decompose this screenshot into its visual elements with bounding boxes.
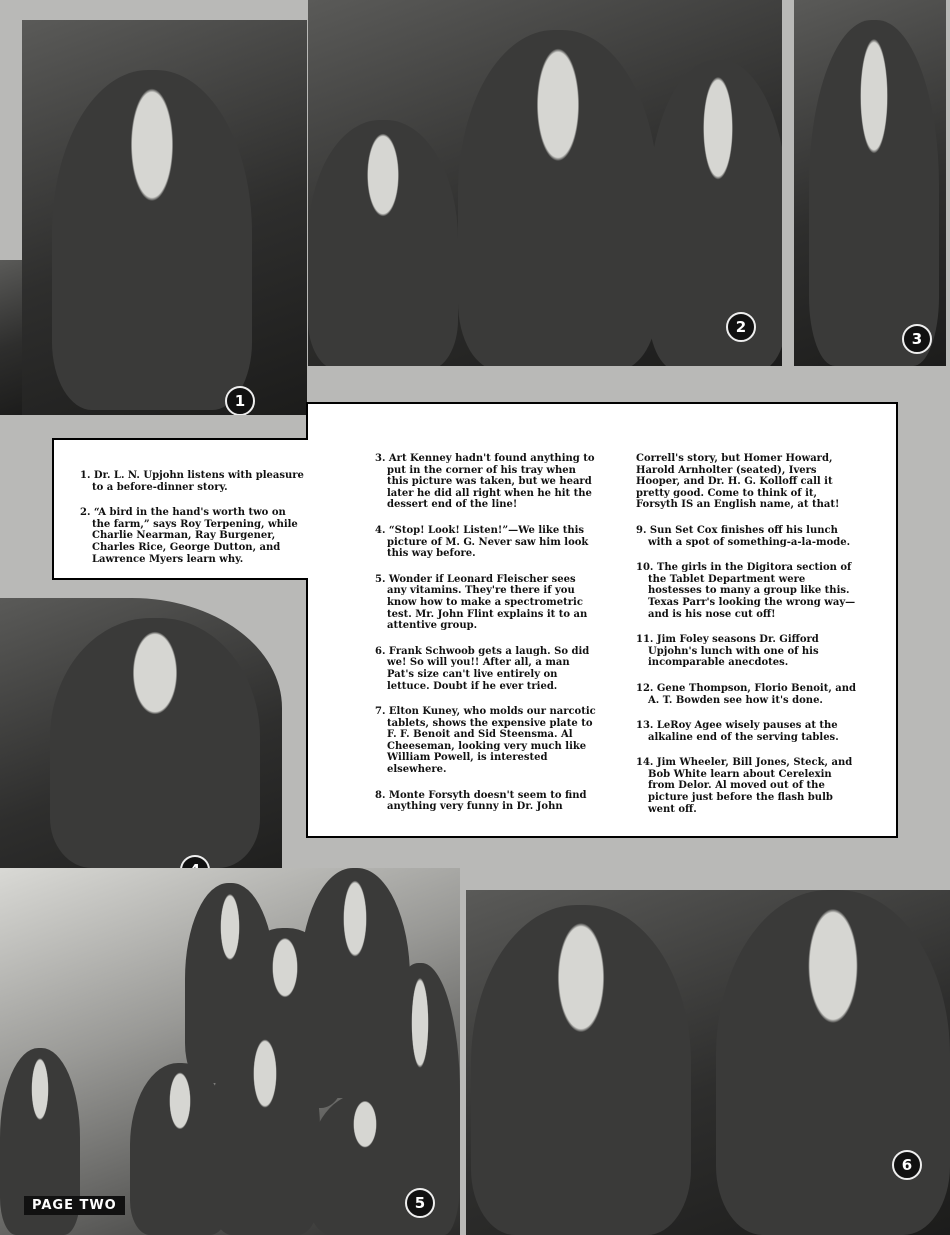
photo-edge-strip [0, 260, 22, 415]
page-label: PAGE TWO [24, 1196, 125, 1215]
person-figure [458, 30, 658, 366]
photo-3 [794, 0, 946, 366]
person-figure [648, 60, 782, 366]
caption-10: 10. The girls in the Digitora section of the Tablet Department were hostesses to many a group like this. Texas Parr's looking the wrong way—and is his nose cut off! [636, 562, 856, 620]
person-figure [50, 618, 260, 868]
caption-8: 8. Monte Forsyth doesn't seem to find anything very funny in Dr. John [375, 789, 587, 813]
caption-8-continued: Correll's story, but Homer Howard, Harold Arnholter (seated), Ivers Hooper, and Dr. H. G. Kolloff call it pretty good. Come to think of it, Forsyth IS an English name, at that! [636, 453, 840, 511]
caption-11: 11. Jim Foley seasons Dr. Gifford Upjohn's lunch with one of his incomparable anecdotes. [636, 634, 819, 669]
photo-badge: 5 [405, 1188, 435, 1218]
caption-13: 13. LeRoy Agee wisely pauses at the alkaline end of the serving tables. [636, 720, 839, 743]
photo-4 [0, 598, 282, 906]
person-figure [809, 20, 939, 366]
caption-9: 9. Sun Set Cox finishes off his lunch with a spot of something-a-la-mode. [636, 524, 851, 548]
person-figure [308, 120, 458, 366]
caption-4: 4. “Stop! Look! Listen!”—We like this picture of M. G. Never saw him look this way before. [375, 524, 589, 560]
caption-column-3 [636, 453, 858, 829]
person-figure [52, 70, 252, 410]
caption-5: 5. Wonder if Leonard Fleischer sees any vitamins. They're there if you know how to make a spectrometric test. Mr. John Flint explains it to an attentive group. [375, 573, 588, 632]
caption-6: 6. Frank Schwoob gets a laugh. So did we! So will you!! After all, a man Pat's size can't live entirely on lettuce. Doubt if he ever tried. [375, 645, 590, 692]
caption-12: 12. Gene Thompson, Florio Benoit, and A. T. Bowden see how it's done. [636, 682, 857, 706]
person-figure [471, 905, 691, 1235]
photo-badge: 2 [726, 312, 756, 342]
caption-14: 14. Jim Wheeler, Bill Jones, Steck, and Bob White learn about Cerelexin from Delor. Al moved out of the picture just before the flash bulb went off. [636, 757, 853, 815]
person-figure [210, 1028, 320, 1235]
photo-5 [0, 868, 460, 1235]
photo-badge: 3 [902, 324, 932, 354]
caption-3: 3. Art Kenney hadn't found anything to put in the corner of his tray when this picture was taken, but we heard later he did all right when he hit the dessert end of the line! [375, 453, 595, 511]
photo-1 [22, 20, 307, 415]
caption-2: 2. “A bird in the hand's worth two on the farm,” says Roy Terpening, while Charlie Nearman, Ray Burgener, Charles Rice, George Dutton, and Lawrence Myers learn why. [80, 507, 298, 565]
photo-6 [466, 890, 950, 1235]
caption-column-2 [375, 453, 597, 827]
photo-badge: 6 [892, 1150, 922, 1180]
photo-2 [308, 0, 782, 366]
caption-column-1 [80, 470, 306, 579]
photo-badge: 1 [225, 386, 255, 415]
caption-1: 1. Dr. L. N. Upjohn listens with pleasure to a before-dinner story. [80, 470, 304, 493]
person-figure [716, 890, 950, 1235]
caption-7: 7. Elton Kuney, who molds our narcotic tablets, shows the expensive plate to F. F. Benoit and Sid Steensma. Al Cheeseman, looking very much like William Powell, is interested elsewhere. [375, 706, 596, 776]
